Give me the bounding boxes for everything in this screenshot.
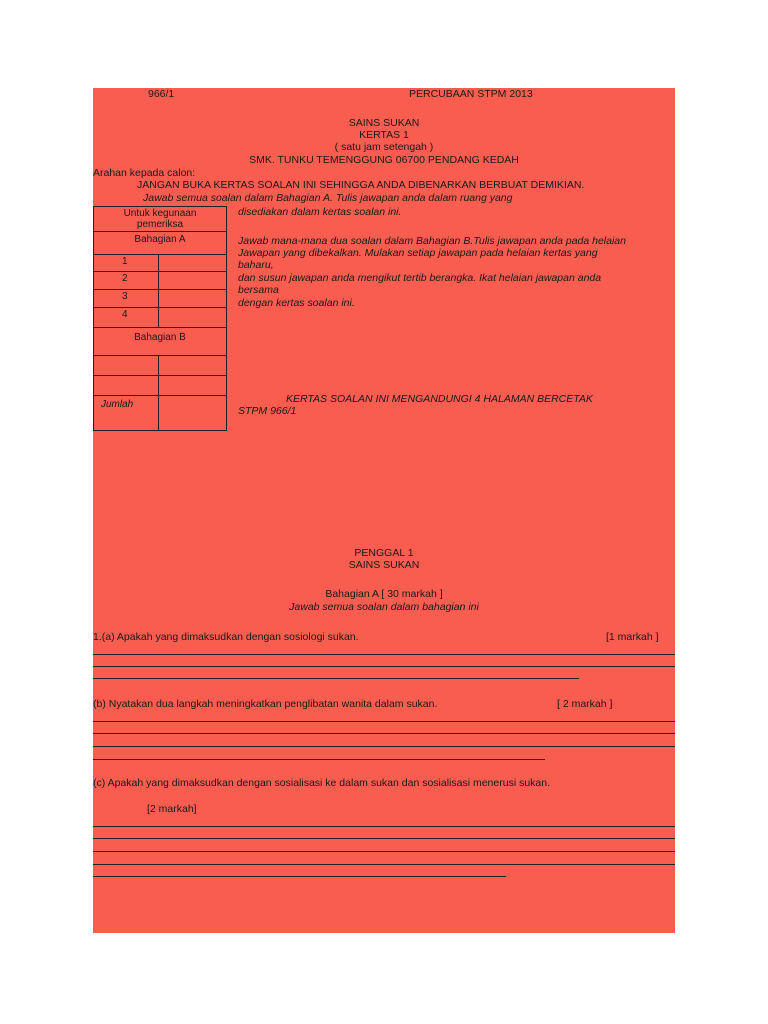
subject-title: SAINS SUKAN xyxy=(348,117,420,129)
pages-note: KERTAS SOALAN INI MENGANDUNGI 4 HALAMAN BERCETAK xyxy=(286,393,593,405)
answer-line[interactable] xyxy=(93,851,675,852)
part-b-instruction-1: Jawab mana-mana dua soalan dalam Bahagian B.Tulis jawapan anda pada helaian xyxy=(238,235,626,247)
score-cell-2[interactable] xyxy=(158,271,227,290)
section-subject: SAINS SUKAN xyxy=(348,559,420,571)
row-label-1: 1 xyxy=(93,254,159,272)
table-title-cell xyxy=(93,206,227,232)
total-score[interactable] xyxy=(158,395,227,431)
exam-page xyxy=(93,88,675,933)
part-b-instruction-4: dan susun jawapan anda mengikut tertib berangka. Ikat helaian jawapan anda xyxy=(238,272,602,284)
footer-code: STPM 966/1 xyxy=(238,405,297,417)
question-1a: 1.(a) Apakah yang dimaksudkan dengan sosiologi sukan. xyxy=(93,631,359,643)
duration: ( satu jam setengah ) xyxy=(334,141,434,153)
warning-text: JANGAN BUKA KERTAS SOALAN INI SEHINGGA ANDA DIBENARKAN BERBUAT DEMIKIAN. xyxy=(137,179,585,191)
answer-line[interactable] xyxy=(93,678,579,679)
section-b-score-2[interactable] xyxy=(158,375,227,396)
part-a-title: Bahagian A [ 30 markah ] xyxy=(325,588,443,600)
part-a-instruction-cont: disediakan dalam kertas soalan ini. xyxy=(238,206,402,218)
part-a-subtitle: Jawab semua soalan dalam bahagian ini xyxy=(289,601,479,613)
term-title: PENGGAL 1 xyxy=(354,547,414,559)
part-b-instruction-2: Jawapan yang dibekalkan. Mulakan setiap jawapan pada helaian kertas yang xyxy=(238,247,598,259)
answer-line[interactable] xyxy=(93,864,675,865)
section-b-label-2 xyxy=(93,375,159,396)
paper-number: KERTAS 1 xyxy=(359,129,409,141)
answer-line[interactable] xyxy=(93,876,506,877)
score-cell-3[interactable] xyxy=(158,289,227,308)
question-1a-marks: [1 markah ] xyxy=(606,631,659,643)
table-title-line1: Untuk kegunaan xyxy=(123,208,197,219)
answer-line[interactable] xyxy=(93,759,545,760)
question-1b: (b) Nyatakan dua langkah meningkatkan penglibatan wanita dalam sukan. xyxy=(93,698,438,710)
answer-line[interactable] xyxy=(93,733,675,734)
section-b-cell: Bahagian B xyxy=(93,327,227,356)
section-b-score-1[interactable] xyxy=(158,355,227,376)
total-label: Jumlah xyxy=(93,395,159,431)
answer-line[interactable] xyxy=(93,746,675,747)
part-a-instruction: Jawab semua soalan dalam Bahagian A. Tulis jawapan anda dalam ruang yang xyxy=(143,192,513,204)
part-b-instruction-6: dengan kertas soalan ini. xyxy=(238,297,355,309)
question-1b-marks: [ 2 markah ] xyxy=(557,698,613,710)
answer-line[interactable] xyxy=(93,826,675,827)
school-name: SMK. TUNKU TEMENGGUNG 06700 PENDANG KEDAH xyxy=(249,154,519,166)
answer-line[interactable] xyxy=(93,654,675,655)
row-label-3: 3 xyxy=(93,289,159,308)
question-1c-marks: [2 markah] xyxy=(147,803,197,815)
row-label-4: 4 xyxy=(93,307,159,328)
part-b-instruction-3: baharu, xyxy=(238,259,274,271)
answer-line[interactable] xyxy=(93,666,675,667)
score-cell-1[interactable] xyxy=(158,254,227,272)
score-cell-4[interactable] xyxy=(158,307,227,328)
answer-line[interactable] xyxy=(93,838,675,839)
exam-title: PERCUBAAN STPM 2013 xyxy=(409,88,533,100)
answer-line[interactable] xyxy=(93,721,675,722)
part-b-instruction-5: bersama xyxy=(238,284,279,296)
table-title-line2: pemeriksa xyxy=(136,219,184,230)
section-a-cell: Bahagian A xyxy=(93,231,227,255)
row-label-2: 2 xyxy=(93,271,159,290)
instructions-heading: Arahan kepada calon: xyxy=(93,167,196,179)
question-1c: (c) Apakah yang dimaksudkan dengan sosialisasi ke dalam sukan dan sosialisasi menerusi sukan. xyxy=(93,777,551,789)
section-b-label-1 xyxy=(93,355,159,376)
paper-code: 966/1 xyxy=(148,88,175,100)
